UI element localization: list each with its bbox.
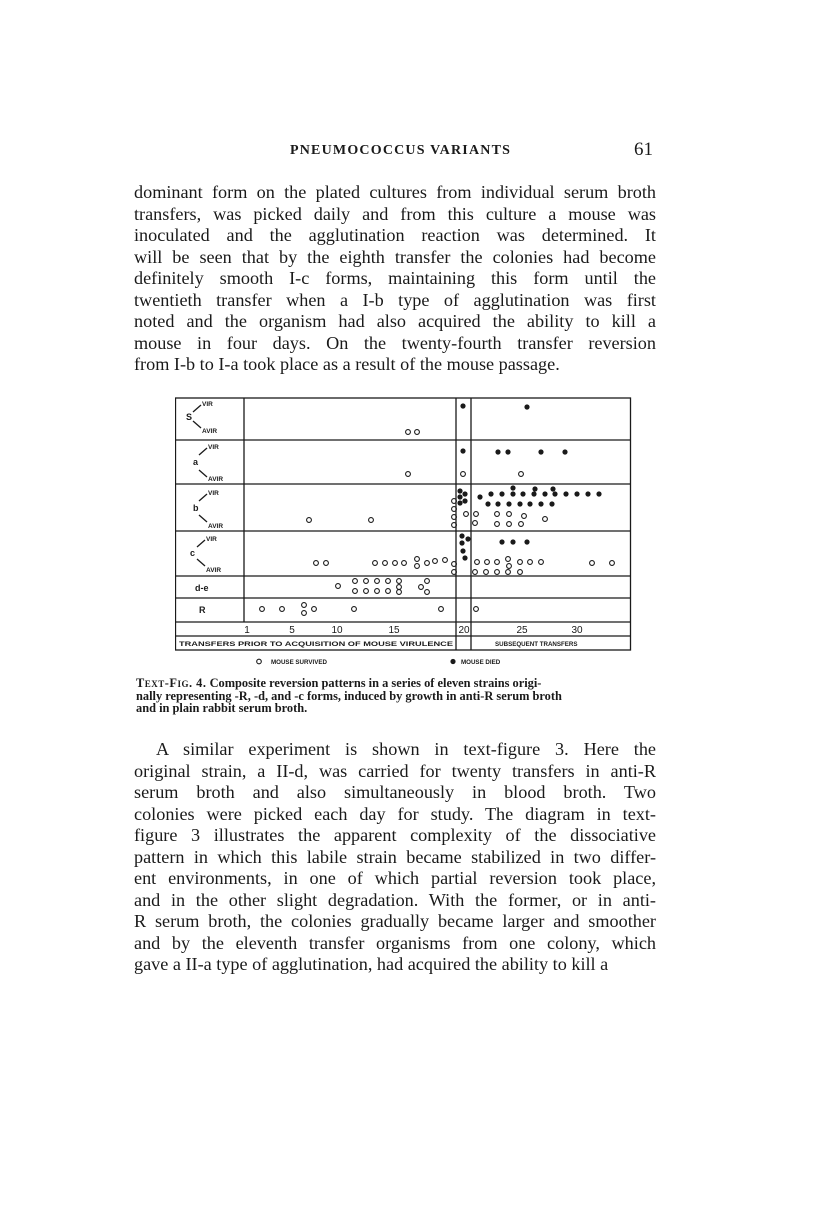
avir-stroke [193, 421, 201, 428]
mouse-died-point [549, 501, 554, 506]
mouse-survived-point [425, 579, 430, 584]
avir-stroke [197, 559, 205, 566]
mouse-survived-point [302, 603, 307, 608]
mouse-survived-point [464, 512, 469, 517]
axis-tick-label: 1 [244, 625, 250, 636]
mouse-survived-point [402, 561, 407, 566]
mouse-survived-point [495, 560, 500, 565]
avir-label: AVIR [202, 428, 218, 435]
mouse-died-point [532, 486, 537, 491]
mouse-survived-point [314, 561, 319, 566]
text-line: colonies were picked each day for study. The diagram in text- [134, 803, 656, 824]
text-line: and by the eleventh transfer organisms from one colony, which [134, 932, 656, 953]
mouse-died-point [465, 536, 470, 541]
data-points [260, 403, 615, 615]
mouse-died-point [495, 501, 500, 506]
mouse-survived-point [373, 561, 378, 566]
mouse-died-point [462, 498, 467, 503]
mouse-died-point [510, 491, 515, 496]
body-paragraph-1 [134, 182, 656, 376]
mouse-survived-point [522, 514, 527, 519]
text-line: ent environments, in one of which partial reversion took place, [134, 868, 656, 888]
mouse-survived-point [425, 561, 430, 566]
mouse-survived-point [507, 522, 512, 527]
text-line: inoculated and the agglutination reaction was determined. It [134, 225, 656, 245]
mouse-died-point [510, 485, 515, 490]
mouse-died-point [550, 486, 555, 491]
mouse-died-point [457, 494, 462, 499]
vir-stroke [199, 494, 207, 501]
mouse-died-point [460, 548, 465, 553]
mouse-survived-point [519, 472, 524, 477]
text-line: twentieth transfer when a I-b type of agglutination was first [134, 289, 656, 310]
axis-tick-label: 5 [289, 625, 295, 636]
mouse-survived-point [386, 589, 391, 594]
mouse-died-point [505, 449, 510, 454]
mouse-died-point [538, 449, 543, 454]
mouse-survived-point [474, 607, 479, 612]
mouse-died-point [563, 491, 568, 496]
mouse-survived-point [364, 589, 369, 594]
mouse-survived-point [415, 430, 420, 435]
body-paragraph-2 [134, 739, 656, 976]
axis-tick-label: 20 [458, 625, 470, 636]
text-line: transfers, was picked daily and from this culture a mouse was [134, 203, 656, 224]
mouse-died-point [524, 404, 529, 409]
mouse-survived-point [443, 558, 448, 563]
mouse-died-point [574, 491, 579, 496]
mouse-died-point [477, 494, 482, 499]
mouse-survived-point [518, 560, 523, 565]
mouse-survived-point [324, 561, 329, 566]
mouse-died-point [552, 491, 557, 496]
mouse-survived-point [406, 472, 411, 477]
mouse-died-point [457, 488, 462, 493]
mouse-survived-point [433, 559, 438, 564]
text-line: original strain, a II-d, was carried for twenty transfers in anti-R [134, 760, 656, 781]
mouse-survived-point [539, 560, 544, 565]
mouse-survived-point [353, 579, 358, 584]
row-label-r: R [199, 605, 206, 615]
text-line: pattern in which this labile strain became stabilized in two differ- [134, 846, 656, 867]
mouse-survived-point [461, 472, 466, 477]
caption-text: Composite reversion patterns in a series of eleven strains origi- [209, 676, 542, 690]
mouse-survived-point [518, 570, 523, 575]
mouse-died-point [510, 539, 515, 544]
mouse-died-point [538, 501, 543, 506]
mouse-died-point [462, 491, 467, 496]
text-line: noted and the organism had also acquired the ability to kill a [134, 311, 656, 331]
mouse-survived-point [375, 589, 380, 594]
mouse-survived-point [397, 585, 402, 590]
mouse-survived-point [475, 560, 480, 565]
text-line: figure 3 illustrates the apparent complexity of the dissociative [134, 825, 656, 845]
mouse-survived-point [474, 512, 479, 517]
row-label-de: d-e [195, 583, 209, 593]
legend-died-label: MOUSE DIED [461, 659, 501, 666]
mouse-survived-point [473, 521, 478, 526]
avir-stroke [199, 470, 207, 477]
mouse-survived-point [260, 607, 265, 612]
text-line: and in the other slight degradation. With the former, or in anti- [134, 889, 656, 910]
row-label-c: c [190, 548, 196, 558]
mouse-survived-point [353, 589, 358, 594]
mouse-survived-point [528, 560, 533, 565]
vir-stroke [197, 540, 205, 547]
axis-tick-label: 25 [516, 625, 528, 636]
mouse-survived-point [364, 579, 369, 584]
legend-filled-circle [450, 659, 455, 664]
text-line: definitely smooth I-c forms, maintaining this form until the [134, 268, 656, 288]
mouse-survived-point [397, 590, 402, 595]
axis-tick-label: 30 [571, 625, 583, 636]
mouse-died-point [499, 491, 504, 496]
mouse-died-point [485, 501, 490, 506]
row-label-b: b [193, 503, 199, 513]
row-label-s: S [186, 412, 193, 422]
mouse-survived-point [425, 590, 430, 595]
reversion-diagram [175, 396, 635, 668]
caption-line: nally representing -R, -d, and -c forms, induced by growth in anti-R serum broth [136, 688, 562, 703]
mouse-survived-point [506, 557, 511, 562]
mouse-survived-point [369, 518, 374, 523]
vir-stroke [199, 448, 207, 455]
mouse-survived-point [336, 584, 341, 589]
text-line: from I-b to I-a took place as a result of the mouse passage. [134, 354, 560, 374]
avir-stroke [199, 515, 207, 522]
mouse-survived-point [352, 607, 357, 612]
mouse-survived-point [397, 579, 402, 584]
mouse-survived-point [439, 607, 444, 612]
mouse-survived-point [495, 512, 500, 517]
text-line: A similar experiment is shown in text-figure 3. Here the [156, 739, 656, 759]
axis-tick-label: 10 [331, 625, 343, 636]
subsequent-transfers-label: SUBSEQUENT TRANSFERS [495, 641, 578, 648]
vir-stroke [193, 405, 201, 412]
caption-line: and in plain rabbit serum broth. [136, 701, 308, 715]
mouse-died-point [462, 555, 467, 560]
mouse-survived-point [415, 557, 420, 562]
vir-label: VIR [206, 536, 217, 543]
mouse-died-point [527, 501, 532, 506]
mouse-survived-point [507, 564, 512, 569]
mouse-died-point [495, 449, 500, 454]
mouse-survived-point [543, 517, 548, 522]
reversion-pattern-figure [175, 396, 635, 673]
mouse-survived-point [393, 561, 398, 566]
mouse-died-point [460, 403, 465, 408]
caption-line [136, 677, 658, 690]
mouse-survived-point [484, 570, 489, 575]
text-line: R serum broth, the colonies gradually became larger and smoother [134, 911, 656, 931]
mouse-died-point [460, 448, 465, 453]
mouse-survived-point [312, 607, 317, 612]
avir-label: AVIR [208, 523, 224, 530]
axis-tick-label: 15 [388, 625, 400, 636]
mouse-died-point [596, 491, 601, 496]
mouse-died-point [459, 533, 464, 538]
page-number: 61 [634, 139, 653, 160]
mouse-survived-point [375, 579, 380, 584]
mouse-died-point [542, 491, 547, 496]
mouse-survived-point [415, 564, 420, 569]
mouse-died-point [457, 500, 462, 505]
mouse-survived-point [302, 611, 307, 616]
text-line: will be seen that by the eighth transfer the colonies had become [134, 246, 656, 267]
legend-survived-label: MOUSE SURVIVED [271, 659, 327, 666]
mouse-died-point [520, 491, 525, 496]
mouse-died-point [531, 491, 536, 496]
text-line: serum broth and also simultaneously in blood broth. Two [134, 782, 656, 802]
mouse-died-point [562, 449, 567, 454]
mouse-survived-point [280, 607, 285, 612]
row-label-a: a [193, 457, 199, 467]
mouse-survived-point [495, 570, 500, 575]
avir-label: AVIR [206, 567, 222, 574]
mouse-died-point [517, 501, 522, 506]
vir-label: VIR [208, 490, 219, 497]
legend-open-circle [257, 659, 262, 664]
mouse-died-point [524, 539, 529, 544]
text-line: gave a II-a type of agglutination, had acquired the ability to kill a [134, 954, 609, 974]
prior-transfers-label: TRANSFERS PRIOR TO ACQUISITION OF MOUSE VIRULENCE [179, 641, 453, 648]
mouse-survived-point [485, 560, 490, 565]
mouse-survived-point [590, 561, 595, 566]
text-line: dominant form on the plated cultures from individual serum broth [134, 182, 656, 202]
text-line: mouse in four days. On the twenty-fourth transfer reversion [134, 332, 656, 353]
mouse-survived-point [507, 512, 512, 517]
vir-label: VIR [202, 401, 213, 408]
mouse-died-point [585, 491, 590, 496]
figure-caption [136, 677, 658, 715]
caption-label: Text-Fig. 4. [136, 676, 207, 690]
mouse-survived-point [307, 518, 312, 523]
avir-label: AVIR [208, 476, 224, 483]
mouse-survived-point [406, 430, 411, 435]
vir-label: VIR [208, 444, 219, 451]
mouse-survived-point [419, 585, 424, 590]
mouse-survived-point [473, 570, 478, 575]
mouse-survived-point [495, 522, 500, 527]
mouse-died-point [488, 491, 493, 496]
mouse-survived-point [519, 522, 524, 527]
running-title: PNEUMOCOCCUS VARIANTS [290, 143, 512, 158]
mouse-survived-point [506, 570, 511, 575]
mouse-survived-point [386, 579, 391, 584]
mouse-died-point [506, 501, 511, 506]
mouse-survived-point [383, 561, 388, 566]
mouse-died-point [499, 539, 504, 544]
mouse-survived-point [610, 561, 615, 566]
mouse-died-point [459, 540, 464, 545]
